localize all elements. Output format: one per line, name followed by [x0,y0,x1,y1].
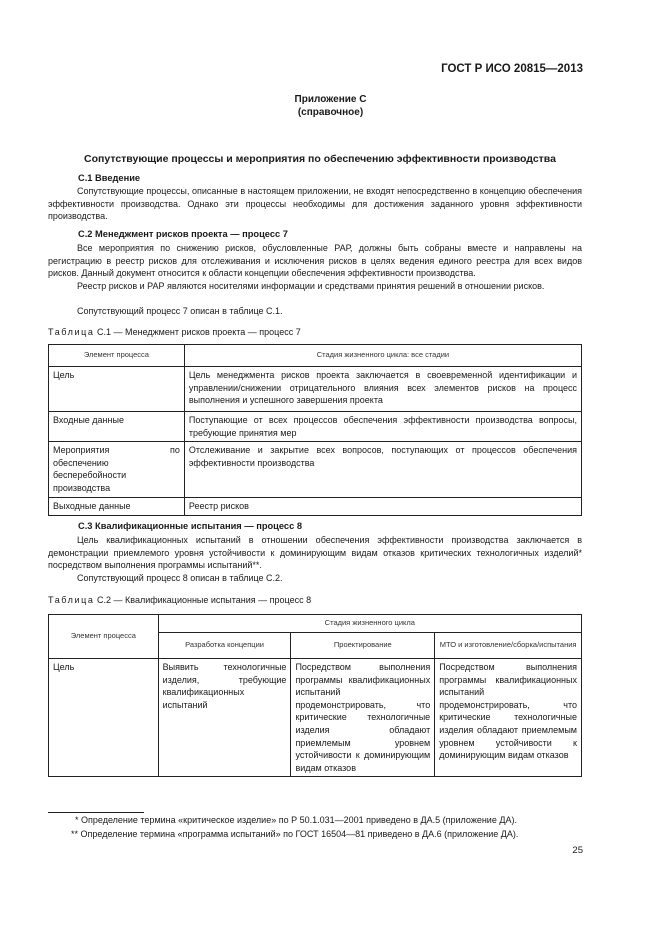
table-row [49,442,582,497]
table-1-caption-prefix: Таблица [48,327,95,337]
table-1-cell-element: Цель [49,367,185,412]
section-2-paragraph-2: Реестр рисков и РАР являются носителями информации и средствами принятия решений в отношении рисков. [77,281,545,291]
section-1-heading: С.1 Введение [78,173,141,183]
table-2-cell-text: Посредством выполнения программы квалификационных испытаний продемонстрировать, что критические технологичные изделия обладают приемлемым уровнем устойчивости к доминирующим видам отказов [291,659,435,777]
table-1-cell-element: Входные данные [49,412,185,442]
table-2 [48,614,582,777]
table-row [49,412,582,442]
footnote-2: ** Определение термина «программа испытаний» по ГОСТ 16504—81 приведено в ДА.6 (приложение ДА). [71,829,519,839]
table-2-header-element: Элемент процесса [49,615,159,659]
table-1-cell-text: Поступающие от всех процессов обеспечения эффективности производства вопросы, требующие принятия мер [184,412,581,442]
table-1-caption-text: С.1 — Менеджмент рисков проекта — процесс 7 [97,327,301,337]
main-title: Сопутствующие процессы и мероприятия по обеспечению эффективности производства [84,153,556,165]
table-2-cell-text: Посредством выполнения программы квалификационных испытаний продемонстрировать, что критические технологичные изделия обладают приемлемым уровнем устойчивости к доминирующим видам отказов [435,659,582,777]
table-2-caption-prefix: Таблица [48,595,95,605]
table-2-header-stage: МТО и изготовление/сборка/испытания [435,633,582,659]
table-2-header-stage: Проектирование [291,633,435,659]
table-2-caption-text: С.2 — Квалификационные испытания — процесс 8 [97,595,312,605]
table-1-cell-element: Мероприятия по обеспечению бесперебойности производства [49,442,185,497]
table-row [49,497,582,515]
table-2-header-lifecycle: Стадия жизненного цикла [158,615,581,633]
footnote-separator [48,812,144,813]
section-2-paragraph-3: Сопутствующий процесс 7 описан в таблице С.1. [77,306,283,316]
table-2-header-stage: Разработка концепции [158,633,291,659]
table-2-cell-element: Цель [49,659,159,777]
table-row [49,659,582,777]
table-1-cell-text: Реестр рисков [184,497,581,515]
table-1-header-element: Элемент процесса [49,345,185,367]
section-1-paragraph: Сопутствующие процессы, описанные в настоящем приложении, не входят непосредственно в концепцию обеспечения эффективности производства. Однако эти процессы необходимы для достижения заданного уровня эффективности производства. [48,186,582,222]
section-3-heading: С.3 Квалификационные испытания — процесс 8 [78,521,303,531]
section-3-paragraph-1: Цель квалификационных испытаний в отношении обеспечения эффективности производства заключается в демонстрации приемлемого уровня устойчивости к доминирующим видам отказов критических технологичных изделий* посредством выполнения программы испытаний**. [48,535,582,571]
table-1 [48,344,582,516]
section-2-paragraph-1: Все мероприятия по снижению рисков, обусловленные РАР, должны быть собраны вместе и направлены на регистрацию в реестр рисков для отслеживания и исключения рисков в целях ведения единого реестра для всех видов рисков. Данный документ относится к области концепции обеспечения эффективности производства. [48,243,582,279]
table-2-cell-text: Выявить технологичные изделия, требующие квалификационных испытаний [158,659,291,777]
table-1-header-stage: Стадия жизненного цикла: все стадии [184,345,581,367]
section-2-heading: С.2 Менеджмент рисков проекта — процесс 7 [78,229,288,239]
table-row [49,367,582,412]
annex-subtitle: (справочное) [297,107,364,118]
annex-title: Приложение С [294,94,367,105]
table-1-caption [48,327,301,337]
section-3-paragraph-2: Сопутствующий процесс 8 описан в таблице С.2. [77,573,283,583]
footnote-1: * Определение термина «критическое изделие» по Р 50.1.031—2001 приведено в ДА.5 (приложение ДА). [75,815,517,825]
table-1-cell-text: Отслеживание и закрытие всех вопросов, поступающих от процессов обеспечения эффективности производства [184,442,581,497]
document-number: ГОСТ Р ИСО 20815—2013 [441,63,583,75]
annex-heading [0,93,661,119]
page-number: 25 [572,845,583,856]
table-1-cell-text: Цель менеджмента рисков проекта заключается в своевременной идентификации и управлении/снижении отрицательного влияния всех элементов рисков на процесс выполнения и успешного завершения проекта [184,367,581,412]
table-1-cell-element: Выходные данные [49,497,185,515]
table-2-caption [48,595,311,605]
